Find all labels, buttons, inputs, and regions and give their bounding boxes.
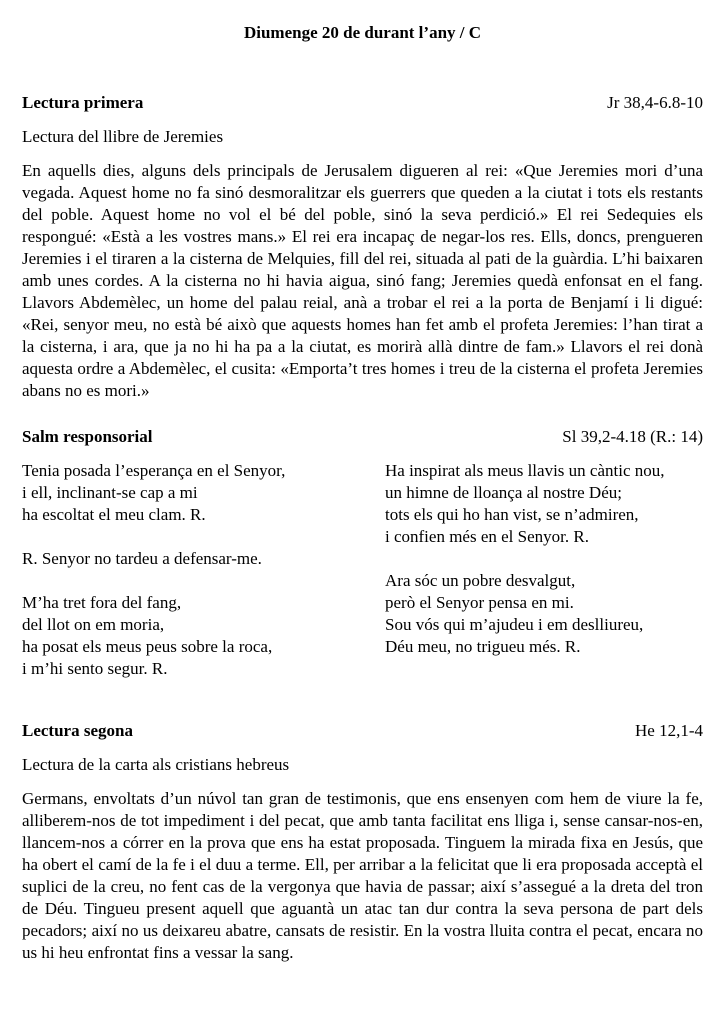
psalm-line: ha escoltat el meu clam. R. [22, 505, 206, 524]
first-reading-reference: Jr 38,4-6.8-10 [607, 93, 703, 112]
psalm-line: M’ha tret fora del fang, [22, 593, 182, 612]
psalm-line: i m’hi sento segur. R. [22, 659, 168, 678]
psalm-column-left [22, 460, 385, 680]
psalm-refrain-line: R. Senyor no tardeu a defensar-me. [22, 549, 262, 568]
psalm-columns [22, 460, 703, 680]
psalm-line: Déu meu, no trigueu més. R. [385, 637, 581, 656]
second-reading-source: Lectura de la carta als cristians hebreus [22, 755, 290, 774]
first-reading-source: Lectura del llibre de Jeremies [22, 127, 224, 146]
second-reading-body: Germans, envoltats d’un núvol tan gran de testimonis, que ens ensenyen com hem de viure la fe, alliberem-nos de tot impediment i del pecat, que amb tanta facilitat ens lliga i, sense cansar-nos-en, llancem-nos a córrer en la prova que ens ha estat proposada. Tinguem la mirada fixa en Jesús, que ha obert el camí de la fe i el duu a terme. Ell, per arribar a la felicitat que li era proposada acceptà el suplici de la creu, no fent cas de la vergonya que havia de passar; així s’assegué a la dreta del tron de Déu. Tingueu present aquell que aguantà un atac tan dur contra la seva persona de part dels pecadors; així no us deixareu abatre, cansats de resistir. En la vostra lluita contra el pecat, encara no us hi heu enfrontat fins a vessar la sang. [22, 789, 703, 962]
psalm-line: i confien més en el Senyor. R. [385, 527, 589, 546]
psalm-column-right [385, 460, 703, 680]
psalm-line: i ell, inclinant-se cap a mi [22, 483, 198, 502]
second-reading-heading-row [22, 720, 703, 742]
psalm-stanza [22, 460, 385, 526]
psalm-stanza [22, 592, 385, 680]
psalm-line: del llot on em moria, [22, 615, 165, 634]
first-reading-heading-row [22, 92, 703, 114]
second-reading-reference: He 12,1-4 [635, 721, 703, 740]
psalm-line: tots els qui ho han vist, se n’admiren, [385, 505, 639, 524]
second-reading-heading: Lectura segona [22, 721, 133, 740]
psalm-reference: Sl 39,2-4.18 (R.: 14) [562, 427, 703, 446]
psalm-refrain [22, 548, 385, 570]
first-reading-heading: Lectura primera [22, 93, 144, 112]
psalm-heading: Salm responsorial [22, 427, 153, 446]
psalm-line: Tenia posada l’esperança en el Senyor, [22, 461, 286, 480]
psalm-stanza [385, 460, 703, 548]
psalm-line: Sou vós qui m’ajudeu i em deslliureu, [385, 615, 644, 634]
psalm-line: ha posat els meus peus sobre la roca, [22, 637, 273, 656]
psalm-line: Ara sóc un pobre desvalgut, [385, 571, 576, 590]
psalm-line: un himne de lloança al nostre Déu; [385, 483, 622, 502]
page-title: Diumenge 20 de durant l’any / C [243, 23, 482, 42]
psalm-line: Ha inspirat als meus llavis un càntic nou, [385, 461, 665, 480]
first-reading-body: En aquells dies, alguns dels principals de Jerusalem digueren al rei: «Que Jeremies mori d’una vegada. Aquest home no fa sinó desmoralitzar els guerrers que queden a la ciutat i tots els restants del poble. Aquest home no vol el bé del poble, sinó la seva perdició.» El rei Sedequies els respongué: «Està a les vostres mans.» El rei era incapaç de negar-los res. Ells, doncs, prengueren Jeremies i el tiraren a la cisterna de Melquies, fill del rei, situada al pati de la guàrdia. L’hi baixaren amb unes cordes. A la cisterna no hi havia aigua, sinó fang; Jeremies quedà enfonsat en el fang. Llavors Abdemèlec, un home del palau reial, anà a trobar el rei a la porta de Benjamí i li digué: «Rei, senyor meu, no està bé això que aquests homes han fet amb el profeta Jeremies: l’han tirat a la cisterna, i ara, que ja no hi ha pa a la ciutat, es morirà allà dintre de fam.» Llavors el rei donà aquesta ordre a Abdemèlec, el cusita: «Emporta’t tres homes i treu de la cisterna el profeta Jeremies abans no es mori.» [22, 161, 703, 400]
psalm-line: però el Senyor pensa en mi. [385, 593, 574, 612]
psalm-heading-row [22, 426, 703, 448]
psalm-stanza [385, 570, 703, 658]
